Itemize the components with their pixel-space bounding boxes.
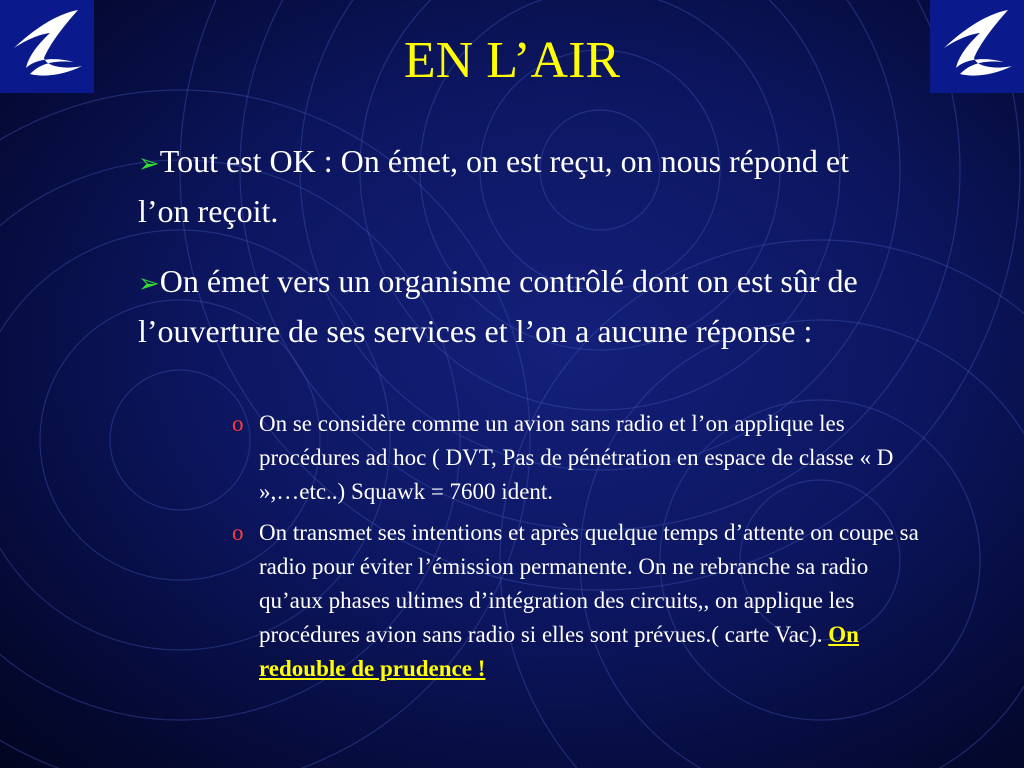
sub-bullet-item-2 [232,516,922,686]
sub-bullet-item-1 [232,407,922,509]
bullet-item-2 [138,258,898,355]
sub-bullet-text-1: On se considère comme un avion sans radio et l’on applique les procédures ad hoc ( DVT, Pas de pénétration en espace de classe « D »,…etc..) Squawk = 7600 ident. [259,411,894,504]
arrowhead-bullet-icon: ➢ [138,269,160,299]
sub-bullet-text-2 [259,516,922,686]
bullet-text-1: Tout est OK : On émet, on est reçu, on nous répond et l’on reçoit. [138,143,849,229]
arrowhead-bullet-icon: ➢ [138,149,160,179]
bullet-item-1 [138,138,898,235]
emphasis-text: On redouble de prudence ! [259,622,859,681]
slide-title: EN L’AIR [403,32,621,89]
sub-bullet-text-2-body: On transmet ses intentions et après quelque temps d’attente on coupe sa radio pour éviter l’émission permanente. On ne rebranche sa radio qu’aux phases ultimes d’intégration des circuits,, on applique les procédures avion sans radio si elles sont prévues.( carte Vac). [259,520,919,647]
bullet-text-2: On émet vers un organisme contrôlé dont on est sûr de l’ouverture de ses services et l’on a aucune réponse : [138,263,858,349]
circle-bullet-icon: o [232,520,244,545]
circle-bullet-icon: o [232,411,244,436]
